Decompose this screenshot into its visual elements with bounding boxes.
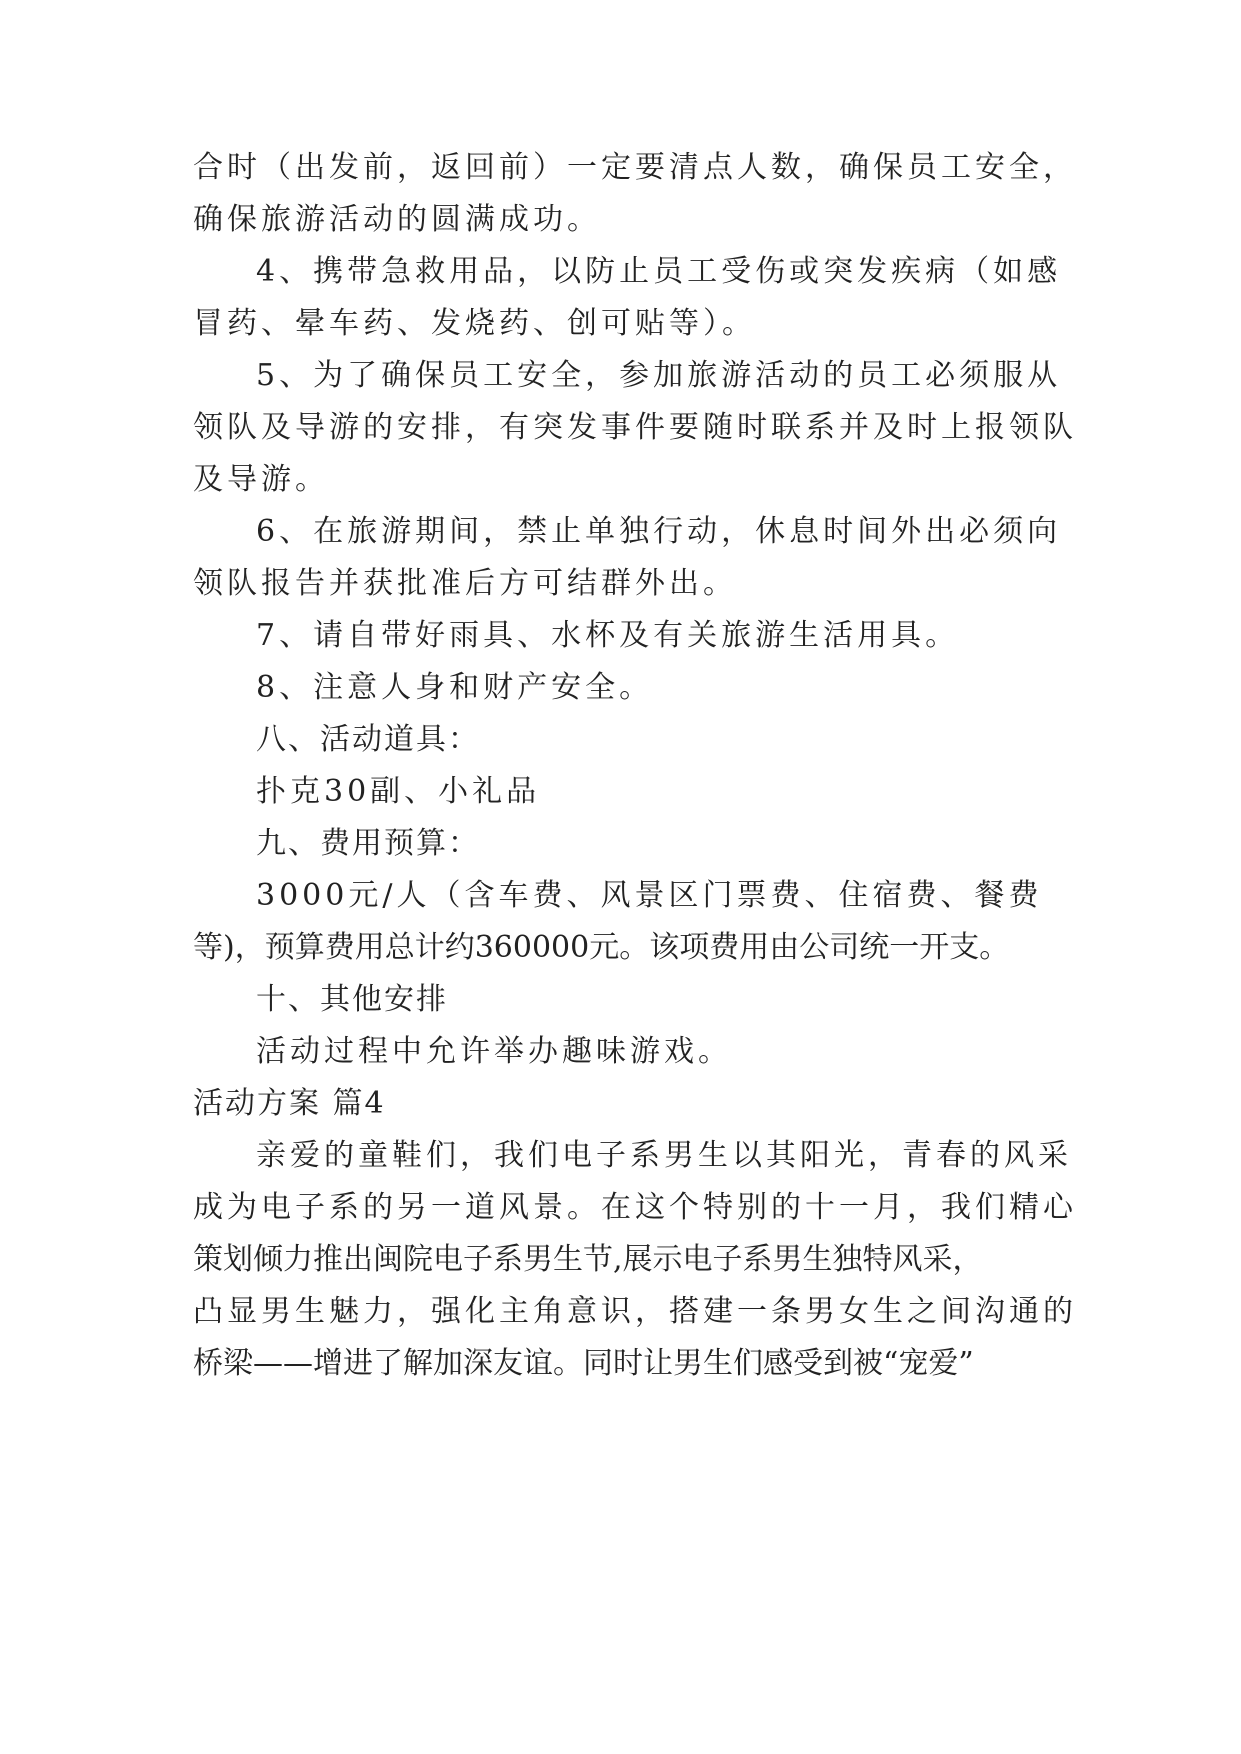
paragraph-line: 活动过程中允许举办趣味游戏。 [256, 1034, 732, 1069]
article-heading: 活动方案 篇4 [193, 1086, 386, 1121]
paragraph-line: 成为电子系的另一道风景。在这个特别的十一月，我们精心 [193, 1190, 1077, 1225]
section-heading: 八、活动道具： [256, 722, 480, 757]
paragraph-line: 领队报告并获批准后方可结群外出。 [193, 566, 737, 601]
paragraph-line: 扑克30副、小礼品 [256, 774, 541, 809]
list-item: 7、请自带好雨具、水杯及有关旅游生活用具。 [256, 618, 960, 653]
paragraph-line: 等)，预算费用总计约360000元。该项费用由公司统一开支。 [193, 930, 1010, 965]
section-heading: 九、费用预算： [256, 826, 480, 861]
paragraph-line: 3000元/人（含车费、风景区门票费、住宿费、餐费 [256, 878, 1043, 913]
paragraph-line: 凸显男生魅力，强化主角意识，搭建一条男女生之间沟通的 [193, 1294, 1077, 1329]
list-item: 5、为了确保员工安全，参加旅游活动的员工必须服从 [256, 358, 1062, 393]
paragraph-line: 冒药、晕车药、发烧药、创可贴等）。 [193, 306, 756, 341]
list-item: 8、注意人身和财产安全。 [256, 670, 654, 705]
paragraph-line: 及导游。 [193, 462, 329, 497]
paragraph-line: 确保旅游活动的圆满成功。 [193, 202, 601, 237]
paragraph-line: 合时（出发前，返回前）一定要清点人数，确保员工安全， [193, 150, 1077, 185]
section-heading: 十、其他安排 [256, 982, 448, 1017]
paragraph-line: 亲爱的童鞋们，我们电子系男生以其阳光，青春的风采 [256, 1138, 1072, 1173]
paragraph-line: 桥梁——增进了解加深友谊。同时让男生们感受到被“宠爱” [193, 1346, 974, 1381]
list-item: 6、在旅游期间，禁止单独行动，休息时间外出必须向 [256, 514, 1062, 549]
paragraph-line: 领队及导游的安排，有突发事件要随时联系并及时上报领队 [193, 410, 1077, 445]
list-item: 4、携带急救用品，以防止员工受伤或突发疾病（如感 [256, 254, 1062, 289]
paragraph-line: 策划倾力推出闽院电子系男生节,展示电子系男生独特风采， [193, 1242, 983, 1277]
